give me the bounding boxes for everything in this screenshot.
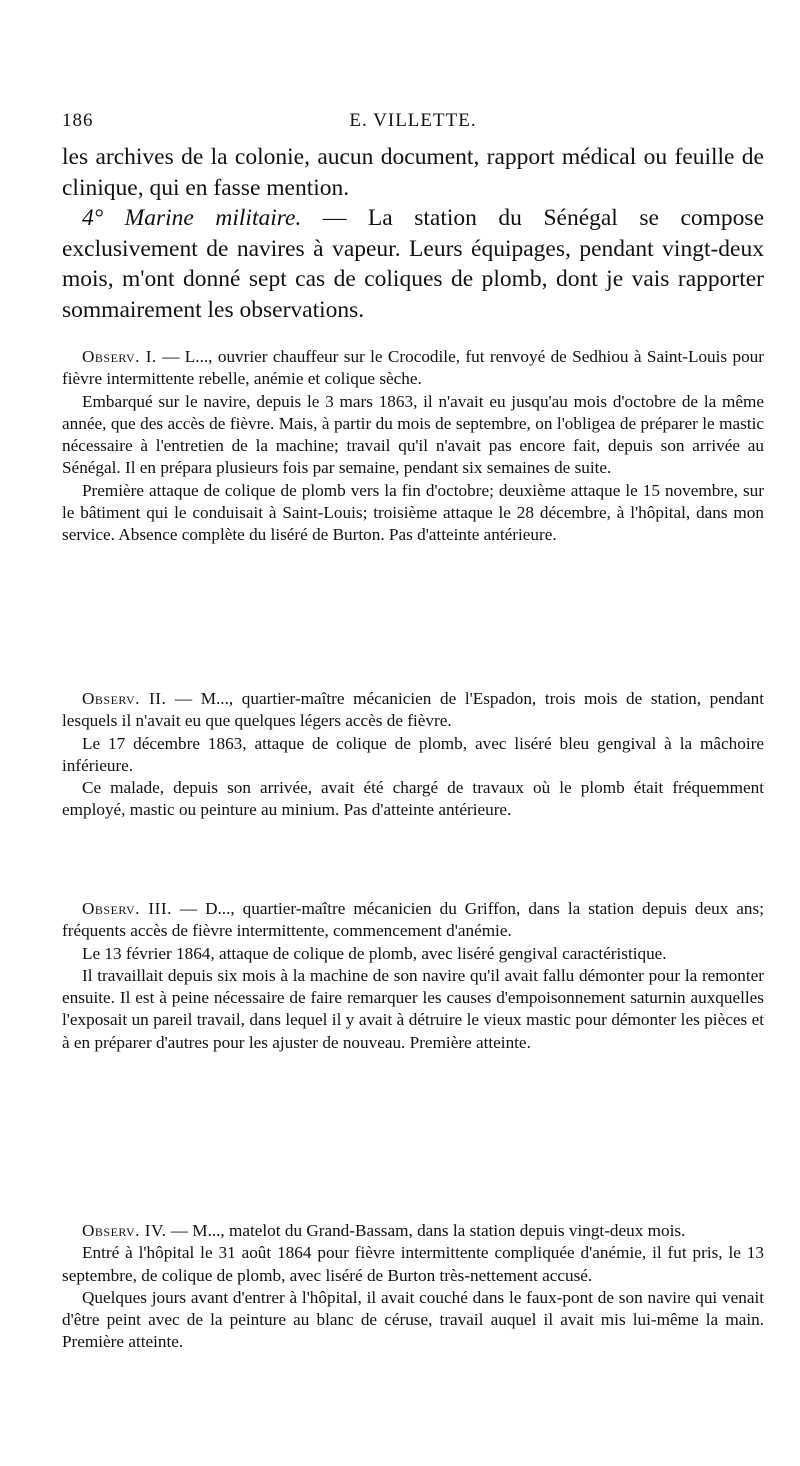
page-number: 186 (62, 110, 94, 131)
running-title: E. VILLETTE. (349, 110, 477, 131)
section-paragraph (62, 203, 764, 325)
obs-1-para-2: Embarqué sur le navire, depuis le 3 mars 1863, il n'avait eu jusqu'au mois d'octobre de la même année, que des accès de fièvre. Mais, à partir du mois de septembre, on l'obligea de préparer le mastic nécessaire à l'entretien de la machine; travail qu'il n'avait pas encore fait, depuis son arrivée au Sénégal. Il en prépara plusieurs fois par semaine, pendant six semaines de suite. (62, 391, 764, 478)
obs-1-label: Observ. I. (82, 347, 157, 366)
obs-3-label: Observ. III. (82, 899, 172, 918)
obs-4-para-2: Entré à l'hôpital le 31 août 1864 pour fièvre intermittente compliquée d'anémie, il fut pris, le 13 septembre, de colique de plomb, avec liséré de Burton très-nettement accusé. (62, 1243, 764, 1285)
obs-2-para-1 (62, 688, 764, 733)
section-heading: 4° Marine militaire. (82, 205, 302, 231)
obs-2-para-3: Ce malade, depuis son arrivée, avait été chargé de travaux où le plomb était fréquemment employé, mastic ou peinture au minium. Pas d'atteinte antérieure. (62, 778, 764, 820)
observation-2 (62, 688, 764, 822)
intro-paragraph: les archives de la colonie, aucun document, rapport médical ou feuille de clinique, qui en fasse mention. (62, 144, 764, 201)
obs-1-para-3: Première attaque de colique de plomb vers la fin d'octobre; deuxième attaque le 15 novembre, sur le bâtiment qui le conduisait à Saint-Louis; troisième attaque le 28 décembre, à l'hôpital, dans mon service. Absence complète du liséré de Burton. Pas d'atteinte antérieure. (62, 480, 764, 545)
observation-3 (62, 898, 764, 1054)
obs-4-text-1: — M..., matelot du Grand-Bassam, dans la station depuis vingt-deux mois. (170, 1221, 686, 1240)
obs-3-para-1 (62, 898, 764, 943)
obs-2-text-1: — M..., quartier-maître mécanicien de l'Espadon, trois mois de station, pendant lesquels il n'avait eu que quelques légers accès de fièvre. (62, 689, 765, 731)
obs-4-label: Observ. IV. (82, 1221, 167, 1240)
obs-4-para-1 (62, 1220, 764, 1242)
obs-3-para-2: Le 13 février 1864, attaque de colique de plomb, avec liséré gengival caractéristique. (82, 943, 667, 963)
obs-3-text-1: — D..., quartier-maître mécanicien du Griffon, dans la station depuis deux ans; fréquents accès de fièvre intermittente, commencement d'anémie. (62, 899, 764, 941)
obs-1-text-1: — L..., ouvrier chauffeur sur le Crocodile, fut renvoyé de Sedhiou à Saint-Louis pour fièvre intermittente rebelle, anémie et colique sèche. (62, 347, 764, 389)
intro-continuation (62, 142, 764, 203)
section-marine-militaire (62, 203, 764, 325)
obs-2-label: Observ. II. (82, 689, 167, 708)
observation-1 (62, 346, 764, 547)
obs-4-para-3: Quelques jours avant d'entrer à l'hôpital, il avait couché dans le faux-pont de son navire qui venait d'être peint avec de la peinture au blanc de céruse, travail auquel il avait mis lui-même la main. Première atteinte. (62, 1287, 764, 1352)
observation-4 (62, 1220, 764, 1354)
section-text: — La station du Sénégal se compose exclusivement de navires à vapeur. Leurs équipages, pendant vingt-deux mois, m'ont donné sept cas de coliques de plomb, dont je vais rapporter sommairement les observations. (62, 205, 764, 323)
obs-3-para-3: Il travaillait depuis six mois à la machine de son navire qu'il avait fallu démonter pour la remonter ensuite. Il est à peine nécessaire de faire remarquer les causes d'empoisonnement saturnin auxquelles l'exposait un pareil travail, dans lequel il y avait à détruire le vieux mastic pour démonter les pièces et à en préparer d'autres pour les ajuster de nouveau. Première atteinte. (62, 965, 764, 1052)
obs-1-para-1 (62, 346, 764, 391)
running-header (62, 110, 764, 134)
obs-2-para-2: Le 17 décembre 1863, attaque de colique de plomb, avec liséré bleu gengival à la mâchoire inférieure. (62, 733, 764, 775)
